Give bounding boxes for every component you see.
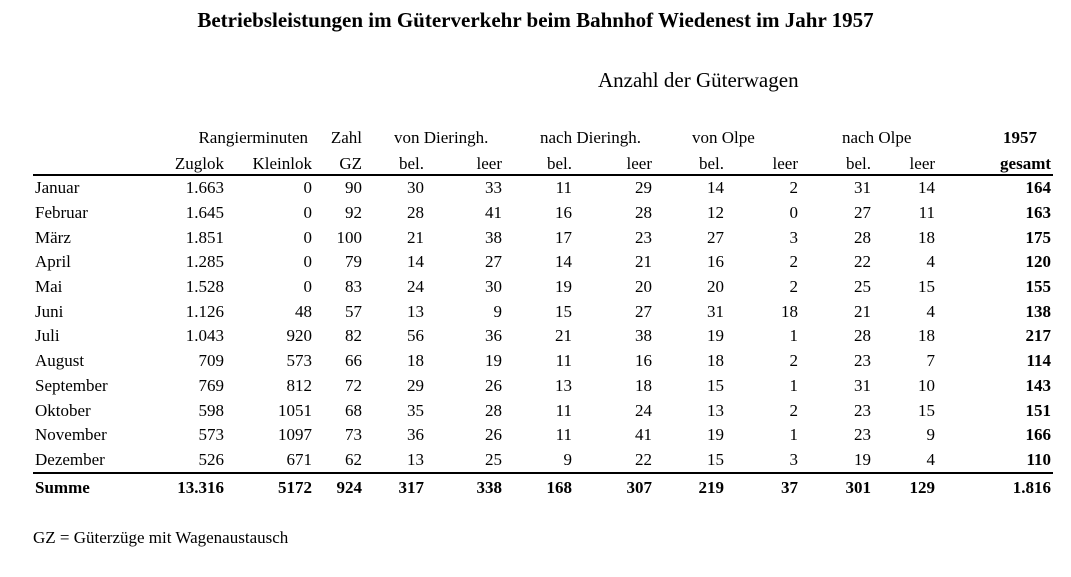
nach-olpe-bel-cell: 19: [854, 449, 872, 469]
von-olpe-leer-cell: 2: [726, 175, 808, 201]
table-row: [33, 349, 1053, 374]
von-dieringh-bel-cell: 56: [407, 326, 424, 346]
nach-olpe-bel-cell: 23: [854, 425, 872, 445]
gesamt-cell: 164: [937, 175, 1053, 201]
sum-von-olpe-leer-cell: 37: [726, 473, 808, 501]
month-cell: Februar: [35, 203, 88, 223]
von-dieringh-bel-cell: 28: [407, 203, 424, 223]
sum-zuglok-cell: 13.316: [138, 473, 226, 501]
von-dieringh-leer-cell: 26: [485, 425, 502, 445]
gesamt-cell: 166: [1025, 425, 1052, 445]
nach-dieringh-leer-cell: 18: [635, 375, 652, 395]
sum-nach-olpe-leer-cell: 129: [873, 473, 937, 501]
header-von-olpe: von Olpe: [692, 128, 755, 147]
nach-dieringh-bel-cell: 11: [555, 400, 572, 420]
nach-dieringh-leer-cell: 20: [635, 277, 652, 297]
kleinlok-cell: 812: [286, 375, 312, 395]
nach-dieringh-bel-cell: 19: [555, 277, 572, 297]
von-olpe-leer-cell: 2: [789, 351, 799, 371]
von-olpe-bel-cell: 19: [707, 425, 724, 445]
gesamt-cell: 175: [1025, 227, 1052, 247]
header-empty: [33, 148, 138, 175]
von-dieringh-bel-cell: 29: [407, 375, 424, 395]
von-dieringh-leer-cell: 9: [493, 301, 502, 321]
von-dieringh-leer-cell: 36: [485, 326, 502, 346]
gz-cell: 62: [345, 449, 362, 469]
gesamt-cell: 217: [1025, 326, 1052, 346]
gesamt-cell: 138: [1025, 301, 1052, 321]
month-cell: Januar: [33, 175, 138, 201]
header-kleinlok: Kleinlok: [252, 154, 312, 173]
zuglok-cell: 709: [198, 351, 224, 371]
von-olpe-leer-cell: 2: [789, 400, 799, 420]
sum-von-dieringh-bel-cell: 317: [364, 473, 426, 501]
gz-cell: 68: [345, 400, 362, 420]
von-olpe-bel-cell: 16: [707, 252, 724, 272]
nach-olpe-leer-cell: 14: [873, 175, 937, 201]
nach-olpe-leer-cell: 15: [918, 400, 936, 420]
header-nach-dieringh: nach Dieringh.: [540, 128, 642, 147]
table-subtitle: Anzahl der Güterwagen: [598, 68, 799, 92]
header-gesamt: gesamt: [1000, 154, 1052, 173]
zuglok-cell: 598: [198, 400, 224, 420]
gz-cell: 100: [336, 227, 362, 247]
sum-nach-dieringh-bel-cell: 168: [512, 473, 574, 501]
nach-olpe-bel-cell: 23: [854, 351, 872, 371]
von-dieringh-leer-cell: 30: [485, 277, 502, 297]
header-nach-olpe-bel: bel.: [845, 154, 872, 173]
sum-label-cell: Summe: [33, 473, 138, 501]
nach-olpe-bel-cell: 31: [854, 375, 872, 395]
header-zahl: Zahl: [330, 128, 362, 147]
table-row: [33, 448, 1053, 474]
von-dieringh-bel-cell: 35: [407, 400, 424, 420]
gesamt-cell: 155: [1025, 277, 1052, 297]
header-row-top: [33, 122, 1053, 148]
von-olpe-leer-cell: 3: [789, 227, 799, 247]
gz-cell: 66: [345, 351, 362, 371]
nach-dieringh-leer-cell: 22: [635, 449, 652, 469]
zuglok-cell: 1.528: [185, 277, 224, 297]
von-olpe-leer-cell: 2: [789, 277, 799, 297]
month-cell: März: [35, 227, 71, 247]
nach-olpe-bel-cell: 27: [854, 203, 872, 223]
kleinlok-cell: 1051: [278, 400, 312, 420]
zuglok-cell: 1.663: [138, 175, 226, 201]
nach-olpe-leer-cell: 18: [918, 227, 936, 247]
von-dieringh-bel-cell: 18: [407, 351, 424, 371]
nach-dieringh-bel-cell: 13: [555, 375, 572, 395]
month-cell: November: [35, 425, 107, 445]
kleinlok-cell: 920: [286, 326, 312, 346]
nach-dieringh-bel-cell: 9: [563, 449, 572, 469]
table-row: [33, 225, 1053, 250]
nach-olpe-leer-cell: 18: [918, 326, 936, 346]
nach-dieringh-leer-cell: 27: [635, 301, 652, 321]
nach-olpe-bel-cell: 31: [808, 175, 873, 201]
nach-dieringh-bel-cell: 16: [555, 203, 572, 223]
kleinlok-cell: 0: [226, 175, 314, 201]
von-olpe-bel-cell: 27: [707, 227, 724, 247]
table-body: [33, 175, 1053, 501]
nach-dieringh-bel-cell: 14: [555, 252, 572, 272]
header-rangierminuten: Rangierminuten: [198, 128, 308, 147]
header-nach-dieringh-leer: leer: [626, 154, 652, 173]
nach-olpe-leer-cell: 15: [918, 277, 936, 297]
nach-dieringh-bel-cell: 15: [555, 301, 572, 321]
gz-cell: 73: [345, 425, 362, 445]
von-dieringh-bel-cell: 21: [407, 227, 424, 247]
von-olpe-leer-cell: 3: [789, 449, 799, 469]
gz-cell: 82: [345, 326, 362, 346]
footnote: GZ = Güterzüge mit Wagenaustausch: [33, 528, 289, 547]
von-olpe-leer-cell: 1: [789, 375, 799, 395]
sum-gesamt-cell: 1.816: [937, 473, 1053, 501]
gesamt-cell: 120: [1025, 252, 1052, 272]
sum-kleinlok-cell: 5172: [226, 473, 314, 501]
zuglok-cell: 1.285: [185, 252, 224, 272]
von-dieringh-leer-cell: 27: [485, 252, 502, 272]
von-dieringh-leer-cell: 33: [426, 175, 512, 201]
nach-dieringh-bel-cell: 21: [555, 326, 572, 346]
von-dieringh-leer-cell: 41: [485, 203, 502, 223]
sum-nach-olpe-bel-cell: 301: [808, 473, 873, 501]
nach-dieringh-leer-cell: 29: [574, 175, 662, 201]
freight-table: [33, 122, 1053, 501]
gz-cell: 72: [345, 375, 362, 395]
nach-olpe-leer-cell: 4: [926, 449, 936, 469]
gz-cell: 92: [345, 203, 362, 223]
table-row: [33, 250, 1053, 275]
month-cell: Mai: [35, 277, 63, 297]
gz-cell: 90: [314, 175, 364, 201]
zuglok-cell: 1.043: [185, 326, 224, 346]
von-olpe-bel-cell: 19: [707, 326, 724, 346]
von-olpe-leer-cell: 1: [789, 326, 799, 346]
nach-dieringh-leer-cell: 24: [635, 400, 652, 420]
page-title: Betriebsleistungen im Güterverkehr beim Bahnhof Wiedenest im Jahr 1957: [197, 8, 874, 32]
von-dieringh-bel-cell: 24: [407, 277, 424, 297]
nach-olpe-leer-cell: 7: [926, 351, 936, 371]
von-dieringh-leer-cell: 19: [485, 351, 502, 371]
header-nach-dieringh-bel: bel.: [546, 154, 572, 173]
header-nach-olpe-leer: leer: [909, 154, 936, 173]
nach-olpe-bel-cell: 28: [854, 326, 872, 346]
nach-olpe-leer-cell: 10: [918, 375, 936, 395]
von-olpe-leer-cell: 2: [789, 252, 799, 272]
gz-cell: 79: [345, 252, 362, 272]
von-dieringh-bel-cell: 13: [407, 301, 424, 321]
header-zuglok: Zuglok: [174, 154, 224, 173]
nach-dieringh-leer-cell: 21: [635, 252, 652, 272]
von-dieringh-leer-cell: 28: [485, 400, 502, 420]
kleinlok-cell: 573: [286, 351, 312, 371]
von-olpe-leer-cell: 1: [789, 425, 799, 445]
nach-olpe-bel-cell: 28: [854, 227, 872, 247]
von-olpe-bel-cell: 15: [707, 449, 724, 469]
month-cell: August: [35, 351, 85, 371]
zuglok-cell: 573: [198, 425, 224, 445]
zuglok-cell: 526: [198, 449, 224, 469]
zuglok-cell: 769: [198, 375, 224, 395]
kleinlok-cell: 671: [286, 449, 312, 469]
von-olpe-bel-cell: 13: [707, 400, 724, 420]
gesamt-cell: 143: [1025, 375, 1052, 395]
von-dieringh-bel-cell: 14: [407, 252, 424, 272]
kleinlok-cell: 1097: [278, 425, 312, 445]
table-row: [33, 324, 1053, 349]
nach-dieringh-leer-cell: 38: [635, 326, 652, 346]
von-dieringh-leer-cell: 38: [485, 227, 502, 247]
nach-dieringh-bel-cell: 11: [555, 351, 572, 371]
month-cell: April: [35, 252, 71, 272]
table-row: [33, 398, 1053, 423]
table-row: [33, 299, 1053, 324]
sum-nach-dieringh-leer-cell: 307: [574, 473, 662, 501]
von-dieringh-bel-cell: 30: [364, 175, 426, 201]
von-olpe-leer-cell: 0: [789, 203, 799, 223]
nach-olpe-leer-cell: 4: [926, 252, 936, 272]
month-cell: September: [35, 375, 108, 395]
nach-dieringh-bel-cell: 17: [555, 227, 572, 247]
header-row-sub: [33, 148, 1053, 175]
nach-olpe-leer-cell: 11: [918, 203, 936, 223]
von-dieringh-leer-cell: 26: [485, 375, 502, 395]
table-row: [33, 275, 1053, 300]
von-dieringh-bel-cell: 36: [407, 425, 424, 445]
nach-olpe-leer-cell: 9: [926, 425, 936, 445]
month-cell: Juli: [35, 326, 60, 346]
kleinlok-cell: 48: [295, 301, 312, 321]
header-year: 1957: [1003, 128, 1038, 147]
kleinlok-cell: 0: [303, 203, 312, 223]
nach-olpe-bel-cell: 22: [854, 252, 872, 272]
header-von-olpe-bel: bel.: [698, 154, 724, 173]
header-nach-olpe: nach Olpe: [842, 128, 912, 147]
header-von-dieringh-bel: bel.: [398, 154, 424, 173]
kleinlok-cell: 0: [303, 277, 312, 297]
gesamt-cell: 114: [1026, 351, 1052, 371]
nach-dieringh-bel-cell: 11: [555, 425, 572, 445]
table-row: [33, 374, 1053, 399]
month-cell: Dezember: [35, 449, 105, 469]
kleinlok-cell: 0: [303, 252, 312, 272]
zuglok-cell: 1.645: [185, 203, 224, 223]
sum-gz-cell: 924: [314, 473, 364, 501]
zuglok-cell: 1.851: [185, 227, 224, 247]
nach-olpe-bel-cell: 25: [854, 277, 872, 297]
kleinlok-cell: 0: [303, 227, 312, 247]
table-row: [33, 201, 1053, 226]
gz-cell: 83: [345, 277, 362, 297]
von-dieringh-bel-cell: 13: [407, 449, 424, 469]
gesamt-cell: 163: [1025, 203, 1052, 223]
table-row: [33, 423, 1053, 448]
von-olpe-bel-cell: 12: [707, 203, 724, 223]
zuglok-cell: 1.126: [185, 301, 224, 321]
header-von-dieringh-leer: leer: [476, 154, 502, 173]
month-cell: Oktober: [35, 400, 91, 420]
gesamt-cell: 110: [1026, 449, 1052, 469]
von-dieringh-leer-cell: 25: [485, 449, 502, 469]
gz-cell: 57: [345, 301, 362, 321]
table-row: [33, 175, 1053, 201]
nach-olpe-leer-cell: 4: [926, 301, 936, 321]
nach-dieringh-bel-cell: 11: [512, 175, 574, 201]
nach-dieringh-leer-cell: 23: [635, 227, 652, 247]
month-cell: Juni: [35, 301, 64, 321]
header-empty: [33, 122, 138, 148]
von-olpe-leer-cell: 18: [781, 301, 799, 321]
sum-von-dieringh-leer-cell: 338: [426, 473, 512, 501]
header-von-dieringh: von Dieringh.: [394, 128, 489, 147]
nach-olpe-bel-cell: 23: [854, 400, 872, 420]
gesamt-cell: 151: [1025, 400, 1052, 420]
sum-von-olpe-bel-cell: 219: [662, 473, 726, 501]
nach-dieringh-leer-cell: 28: [635, 203, 652, 223]
von-olpe-bel-cell: 18: [707, 351, 724, 371]
von-olpe-bel-cell: 14: [662, 175, 726, 201]
nach-dieringh-leer-cell: 41: [635, 425, 652, 445]
header-von-olpe-leer: leer: [772, 154, 799, 173]
sum-row: [33, 473, 1053, 501]
von-olpe-bel-cell: 31: [707, 301, 724, 321]
von-olpe-bel-cell: 20: [707, 277, 724, 297]
nach-dieringh-leer-cell: 16: [635, 351, 652, 371]
von-olpe-bel-cell: 15: [707, 375, 724, 395]
header-gz: GZ: [339, 154, 362, 173]
nach-olpe-bel-cell: 21: [854, 301, 872, 321]
